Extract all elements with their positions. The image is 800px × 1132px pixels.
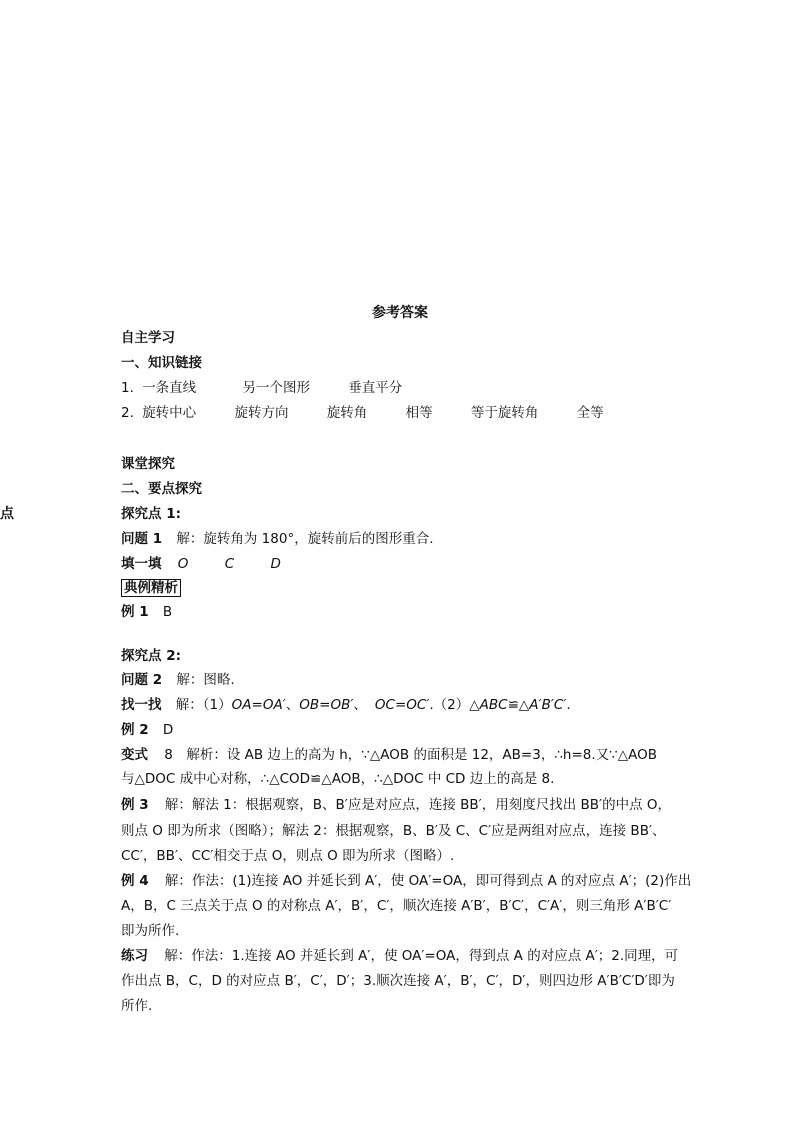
example-1-answer: B: [162, 604, 173, 620]
answer-item: 等于旋转角: [470, 405, 539, 421]
example-4-line-2: A，B，C 三点关于点 O 的对称点 A′，B′，C′，顺次连接 A′B′，B′C′，C′A′，则三角形 A′B′C′: [121, 898, 672, 914]
question-1: [121, 528, 434, 550]
practice-text: 解：作法：1.连接 AO 并延长到 A′，使 OA′=OA，得到点 A 的对应点 A′；2.同理，可: [164, 948, 679, 964]
typical-example-label: 典例精析: [121, 579, 181, 597]
example-4-text: 解：作法：(1)连接 AO 并延长到 A′，使 OA′=OA，即可得到点 A 的对应点 A′；(2)作出: [164, 873, 692, 889]
answer-item: 旋转中心: [142, 405, 197, 421]
fill-in-item: C: [224, 556, 235, 572]
variant-label: 变式: [121, 747, 148, 763]
question-1-answer: 解：旋转角为 180°，旋转前后的图形重合.: [176, 531, 434, 547]
example-2-answer: D: [162, 722, 174, 738]
answer-item: 旋转角: [326, 405, 368, 421]
example-4-label: 例 4: [121, 873, 149, 889]
find-triangle: A′B′C′: [529, 697, 567, 713]
subsection-knowledge-link: 一、知识链接: [121, 355, 202, 371]
variant-line-2: 与△DOC 成中心对称，∴△COD≌△AOB，∴△DOC 中 CD 边上的高是 8.: [121, 771, 555, 787]
fill-in-item: D: [270, 556, 281, 572]
practice-label: 练习: [121, 948, 148, 964]
answer-item: 旋转方向: [234, 405, 289, 421]
answer-item: 全等: [576, 405, 604, 421]
answer-item: 相等: [405, 405, 433, 421]
find-end: .: [566, 697, 571, 713]
subsection-key-points: 二、要点探究: [121, 481, 202, 497]
example-3-line-2: 则点 O 即为所求（图略）；解法 2：根据观察，B、B′及 C、C′应是两组对应点，连接 BB′、: [121, 823, 666, 839]
row-number: 1.: [121, 380, 134, 396]
question-2-answer: 解：图略.: [176, 672, 235, 688]
typical-example-box: [121, 577, 181, 599]
find-equation: OB=OB′: [299, 697, 354, 713]
find-equation: OC=OC′: [374, 697, 430, 713]
practice-line-1: [121, 945, 678, 967]
section-heading-class-explore: 课堂探究: [121, 456, 175, 472]
example-3-label: 例 3: [121, 797, 149, 813]
practice-line-3: 所作.: [121, 998, 153, 1014]
stray-character: 点: [0, 506, 14, 522]
variant-line-1: [121, 744, 657, 766]
fill-in-label: 填一填: [121, 556, 162, 572]
find-row: [121, 694, 571, 716]
example-4-line-1: [121, 870, 691, 892]
find-separator: 、: [353, 697, 367, 713]
find-triangle: ABC: [479, 697, 508, 713]
example-3-line-1: [121, 794, 671, 816]
find-separator: 、: [285, 697, 300, 713]
answer-item: 垂直平分: [348, 380, 403, 396]
example-2-label: 例 2: [121, 722, 149, 738]
find-equation: OA=OA′: [231, 697, 286, 713]
example-4-line-3: 即为所作.: [121, 923, 180, 939]
row-number: 2.: [121, 405, 134, 421]
variant-text: 8 解析：设 AB 边上的高为 h，∵△AOB 的面积是 12，AB=3，∴h=8.又∵△AOB: [164, 747, 658, 763]
question-1-label: 问题 1: [121, 531, 163, 547]
answer-row-2: [121, 402, 604, 424]
fill-in-row: [121, 553, 281, 575]
example-3-text: 解：解法 1：根据观察，B、B′应是对应点，连接 BB′，用刻度尺找出 BB′的中点 O，: [164, 797, 672, 813]
explore-point-1-label: 探究点 1:: [121, 506, 181, 522]
find-label: 找一找: [121, 697, 162, 713]
answer-item: 另一个图形: [242, 380, 310, 396]
answer-row-1: [121, 377, 402, 399]
example-1: [121, 601, 172, 623]
question-2-label: 问题 2: [121, 672, 163, 688]
example-2: [121, 719, 173, 741]
explore-point-2-label: 探究点 2:: [121, 648, 181, 664]
page-title: 参考答案: [372, 305, 428, 321]
practice-line-2: 作出点 B，C，D 的对应点 B′，C′，D′；3.顺次连接 A′，B′，C′，D′，则四边形 A′B′C′D′即为: [121, 973, 675, 989]
find-middle: .（2）△: [429, 697, 480, 713]
example-1-label: 例 1: [121, 604, 149, 620]
answer-item: 一条直线: [142, 380, 197, 396]
section-heading-self-study: 自主学习: [121, 330, 175, 346]
find-congruent: ≌△: [507, 697, 530, 713]
question-2: [121, 669, 235, 691]
find-prefix: 解：（1）: [175, 697, 232, 713]
example-3-line-3: CC′，BB′、CC′相交于点 O，则点 O 即为所求（图略）.: [121, 848, 455, 864]
fill-in-item: O: [177, 556, 189, 572]
